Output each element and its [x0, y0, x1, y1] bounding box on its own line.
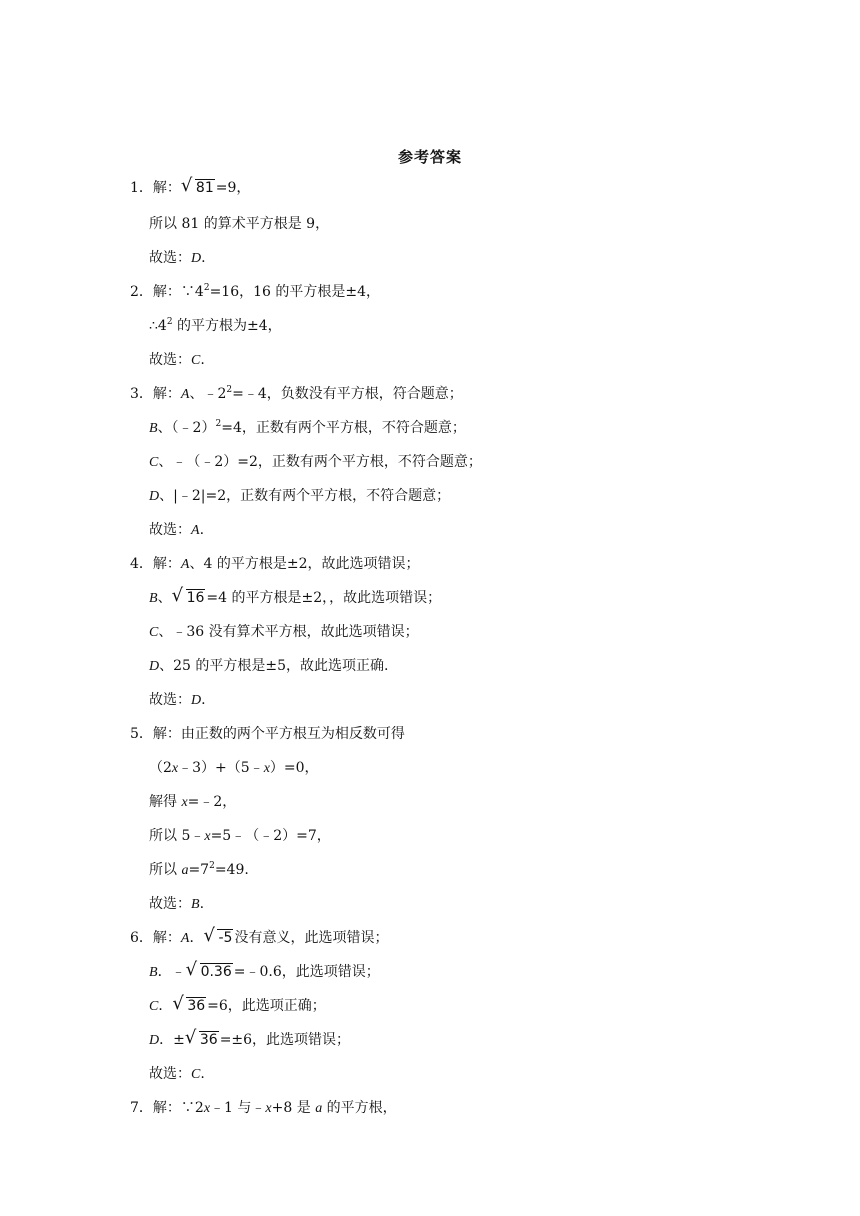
q5-line-2: （2x﹣3）+（5﹣x）=0， — [149, 760, 319, 776]
q5-answer: 故选：B. — [149, 896, 205, 912]
q1-answer: 故选：D. — [149, 250, 206, 266]
q4-answer: 故选：D. — [149, 692, 206, 708]
q3-option-c: C、﹣（﹣2）=2，正数有两个平方根，不符合题意； — [149, 454, 482, 470]
sqrt-36-pm: √ 36 — [184, 1027, 218, 1048]
q5-line-3: 解得 x=﹣2， — [149, 794, 237, 810]
q6-option-d: D．± √ 36 =±6，此选项错误； — [149, 1027, 351, 1048]
q1-line-2: 所以 81 的算术平方根是 9， — [149, 216, 330, 232]
sqrt-36: √ 36 — [172, 993, 206, 1014]
sqrt-0-36: √ 0.36 — [185, 959, 232, 980]
q6-option-c: C． √ 36 =6，此选项正确； — [149, 993, 326, 1014]
q1-line-1: 1．解： √ 81 =9， — [130, 175, 251, 196]
sqrt-neg-5: √ -5 — [203, 925, 233, 946]
q6-answer: 故选：C. — [149, 1066, 205, 1082]
q3-option-d: D、|﹣2|=2，正数有两个平方根，不符合题意； — [149, 488, 451, 504]
q2-line-2: $\therefore 4^2$ 的平方根为±4， — [149, 317, 282, 334]
q5-line-5: 所以 $a=7^2=49$. — [149, 861, 249, 878]
q7-line-1: 7．解：∵2x﹣1 与﹣x+8 是 a 的平方根， — [130, 1100, 397, 1116]
sqrt-16: √ 16 — [171, 585, 205, 606]
q4-option-d: D、25 的平方根是±5，故此选项正确. — [149, 658, 389, 674]
q3-line-1: 3．解：A、$﹣2^2=﹣4$，负数没有平方根，符合题意； — [130, 385, 463, 402]
q4-line-1: 4．解：A、4 的平方根是±2，故此选项错误； — [130, 556, 420, 572]
q5-line-1: 5．解：由正数的两个平方根互为相反数可得 — [130, 726, 405, 742]
q4-option-b: B、 √ 16 =4 的平方根是±2，，故此选项错误； — [149, 585, 442, 606]
q2-line-1: 2．解：$\because 4^2=16$，16 的平方根是±4， — [130, 283, 381, 300]
q2-answer: 故选：C. — [149, 352, 205, 368]
sqrt-81: √ 81 — [180, 175, 214, 196]
q6-line-1: 6．解：A． √ -5 没有意义，此选项错误； — [130, 925, 389, 946]
q3-answer: 故选：A. — [149, 522, 205, 538]
q4-option-c: C、﹣36 没有算术平方根，故此选项错误； — [149, 624, 419, 640]
q3-option-b: B、（﹣2）$^2$=4，正数有两个平方根，不符合题意； — [149, 419, 466, 436]
q6-option-b: B．﹣ √ 0.36 =﹣0.6，此选项错误； — [149, 959, 380, 980]
page-title: 参考答案 — [397, 148, 462, 166]
q5-line-4: 所以 5﹣x=5﹣（﹣2）=7， — [149, 828, 331, 844]
